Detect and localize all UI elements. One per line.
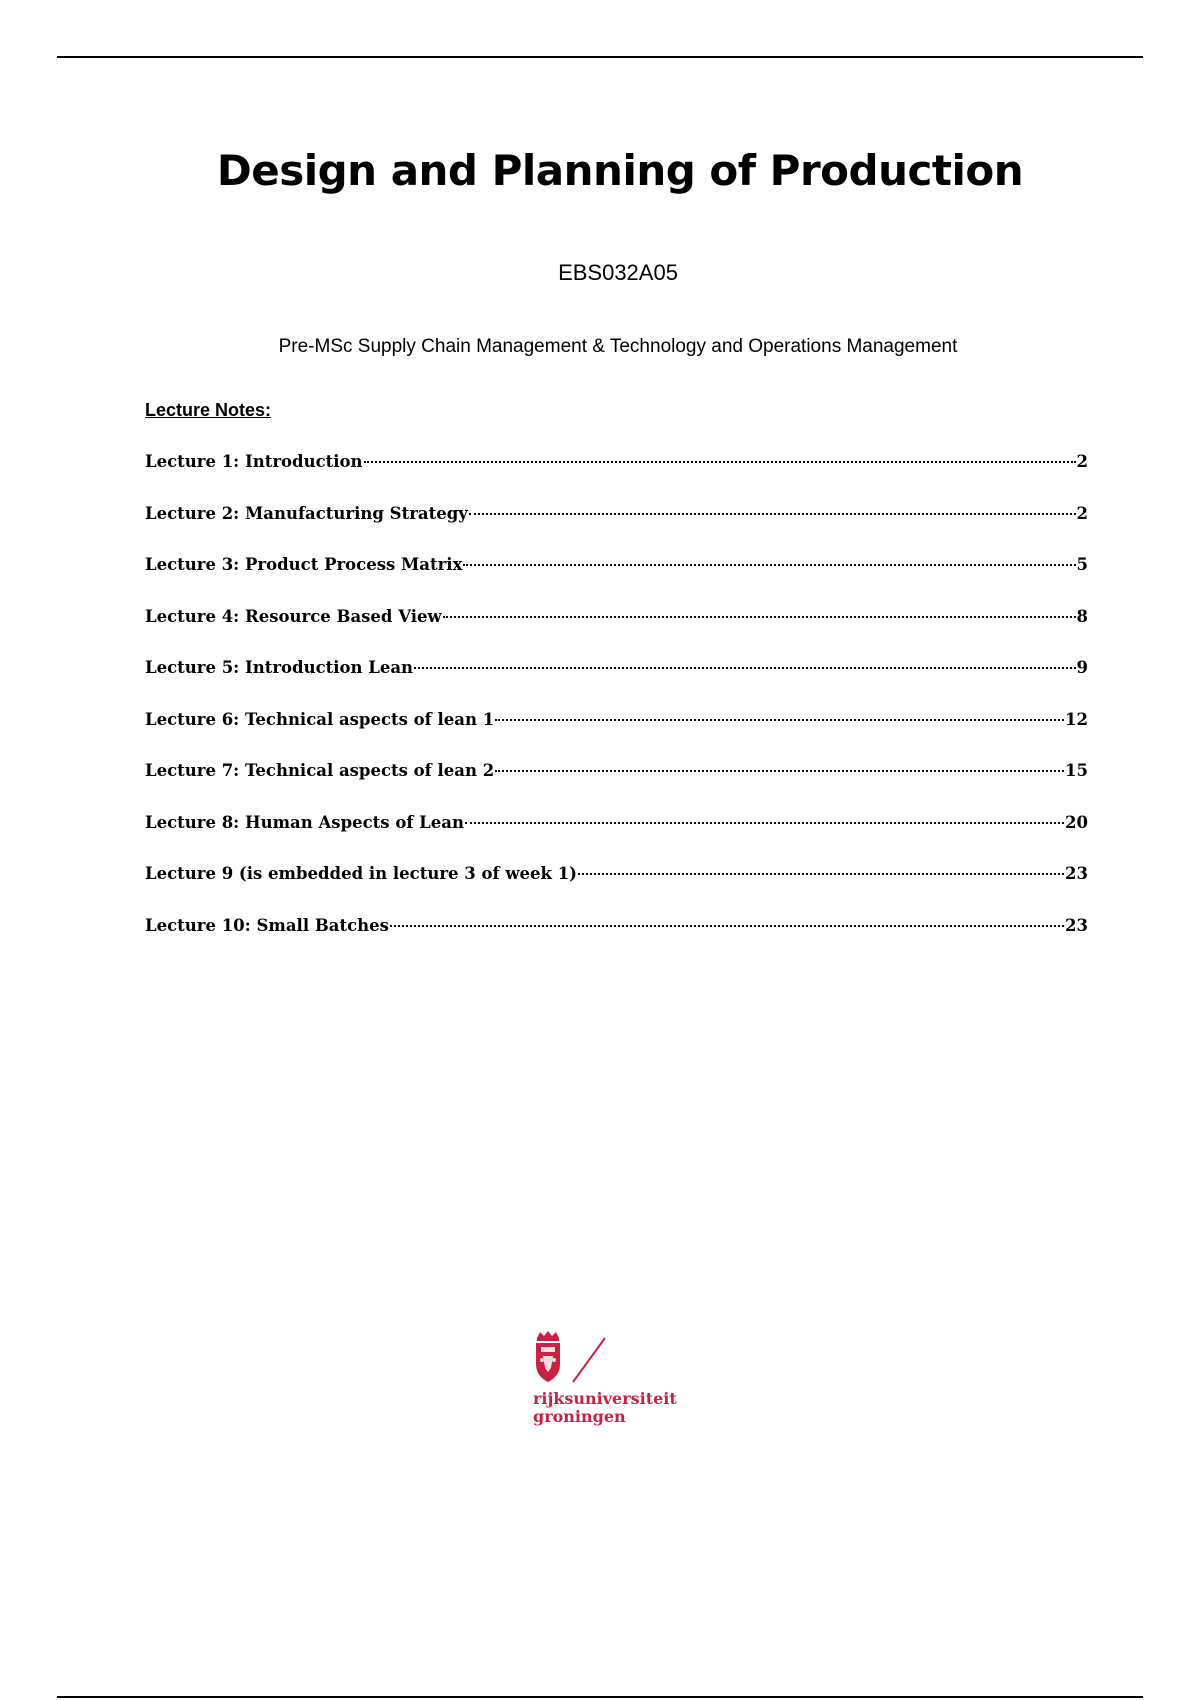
toc-entry-label: Lecture 1: Introduction [145, 452, 363, 471]
table-of-contents [145, 452, 1088, 967]
toc-entry-label: Lecture 10: Small Batches [145, 915, 389, 935]
top-rule [57, 56, 1143, 58]
toc-dot-leader [495, 770, 1064, 772]
toc-dot-leader [390, 925, 1064, 927]
toc-entry-page: 12 [1065, 709, 1088, 729]
toc-entry-label: Lecture 8: Human Aspects of Lean [145, 812, 464, 832]
toc-entry-label: Lecture 3: Product Process Matrix [145, 555, 463, 574]
toc-entry-page: 8 [1076, 606, 1088, 626]
toc-dot-leader [495, 719, 1064, 721]
toc-entry-label: Lecture 2: Manufacturing Strategy [145, 503, 468, 523]
toc-entry-page: 23 [1065, 864, 1088, 883]
toc-entry-page: 23 [1065, 915, 1088, 935]
toc-entry[interactable] [145, 658, 1088, 710]
toc-entry[interactable] [145, 555, 1088, 607]
toc-entry[interactable] [145, 504, 1088, 556]
toc-dot-leader [364, 461, 1076, 463]
university-name-line1: rijksuniversiteit [533, 1389, 677, 1408]
toc-entry[interactable] [145, 710, 1088, 762]
document-title: Design and Planning of Production [216, 146, 1024, 195]
toc-dot-leader [414, 667, 1075, 669]
toc-dot-leader [465, 822, 1064, 824]
program-name: Pre-MSc Supply Chain Management & Technology and Operations Management [278, 336, 958, 357]
toc-entry-label: Lecture 7: Technical aspects of lean 2 [145, 761, 495, 780]
toc-entry-label: Lecture 4: Resource Based View [145, 606, 442, 626]
toc-entry-page: 9 [1076, 658, 1088, 677]
toc-entry[interactable] [145, 761, 1088, 813]
toc-entry-label: Lecture 6: Technical aspects of lean 1 [145, 709, 495, 729]
toc-entry[interactable] [145, 607, 1088, 659]
course-code: EBS032A05 [558, 260, 678, 285]
lecture-notes-heading: Lecture Notes: [145, 400, 272, 420]
toc-dot-leader [578, 873, 1064, 875]
toc-entry-page: 20 [1065, 812, 1088, 832]
toc-entry-label: Lecture 5: Introduction Lean [145, 658, 414, 677]
toc-entry[interactable] [145, 864, 1088, 916]
university-crest-icon [533, 1330, 613, 1388]
toc-entry-page: 2 [1076, 503, 1088, 523]
bottom-rule [57, 1696, 1143, 1698]
toc-entry-page: 15 [1065, 761, 1088, 780]
toc-entry-page: 5 [1076, 555, 1088, 574]
toc-dot-leader [469, 513, 1076, 515]
toc-entry[interactable] [145, 813, 1088, 865]
toc-entry-label: Lecture 9 (is embedded in lecture 3 of week 1) [145, 864, 577, 883]
toc-dot-leader [443, 616, 1076, 618]
toc-dot-leader [463, 564, 1075, 566]
university-logo [533, 1330, 683, 1430]
toc-entry-page: 2 [1076, 452, 1088, 471]
toc-entry[interactable] [145, 452, 1088, 504]
toc-entry[interactable] [145, 916, 1088, 968]
university-name [533, 1390, 677, 1426]
university-name-line2: groningen [533, 1407, 626, 1426]
